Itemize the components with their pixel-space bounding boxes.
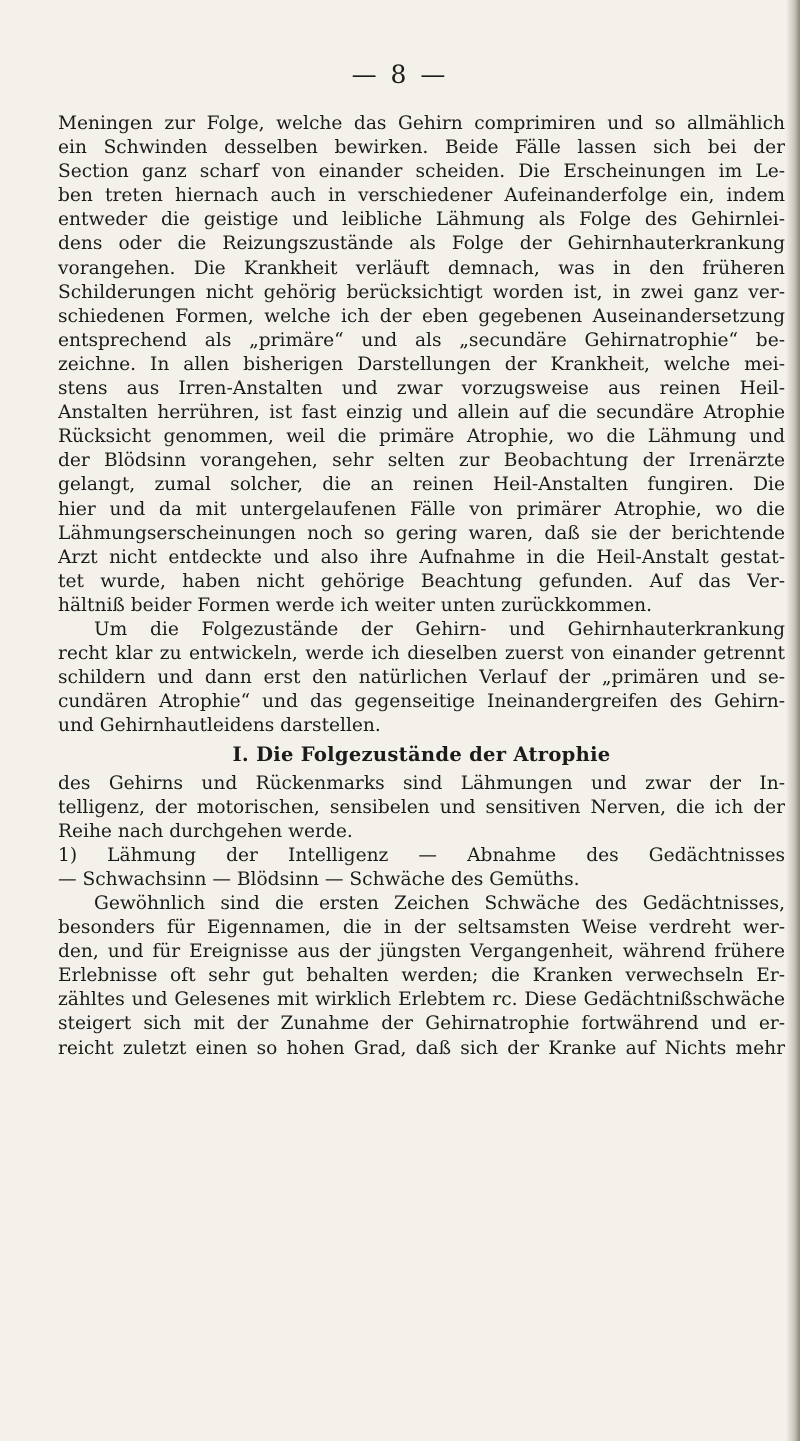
body-text	[58, 112, 785, 1061]
text-line: Rücksicht genommen, weil die primäre Atrophie, wo die Lähmung und	[58, 426, 785, 448]
text-line: cundären Atrophie“ und das gegenseitige Ineinandergreifen des Gehirn-	[58, 691, 785, 713]
text-line: steigert sich mit der Zunahme der Gehirnatrophie fortwährend und er-	[58, 1013, 785, 1035]
text-line: entweder die geistige und leibliche Lähmung als Folge des Gehirnlei-	[58, 209, 785, 231]
text-line: reicht zuletzt einen so hohen Grad, daß sich der Kranke auf Nichts mehr	[58, 1037, 785, 1059]
text-line: hältniß beider Formen werde ich weiter unten zurückkommen.	[58, 594, 653, 616]
text-line: tet wurde, haben nicht gehörige Beachtung gefunden. Auf das Ver-	[58, 570, 785, 592]
text-line: hier und da mit untergelaufenen Fälle von primärer Atrophie, wo die	[58, 498, 785, 520]
text-line: recht klar zu entwickeln, werde ich dieselben zuerst von einander getrennt	[58, 643, 785, 665]
text-line: Lähmungserscheinungen noch so gering waren, daß sie der berichtende	[58, 522, 785, 544]
section-heading: I. Die Folgezustände der Atrophie	[232, 743, 611, 767]
text-line: vorangehen. Die Krankheit verläuft demnach, was in den früheren	[58, 257, 785, 279]
text-line: Reihe nach durchgehen werde.	[58, 820, 353, 842]
text-line: ein Schwinden desselben bewirken. Beide Fälle lassen sich bei der	[58, 137, 785, 159]
text-line: stens aus Irren-Anstalten und zwar vorzugsweise aus reinen Heil-	[58, 378, 785, 400]
text-line: Gewöhnlich sind die ersten Zeichen Schwäche des Gedächtnisses,	[94, 893, 785, 914]
text-line: ben treten hiernach auch in verschiedener Aufeinanderfolge ein, indem	[58, 185, 785, 207]
text-line: entsprechend als „primäre“ und als „secundäre Gehirnatrophie“ be-	[58, 329, 785, 351]
page-number: — 8 —	[351, 60, 449, 89]
section-paragraph	[58, 772, 785, 844]
paragraph-1	[58, 112, 785, 618]
text-line: Erlebnisse oft sehr gut behalten werden; die Kranken verwechseln Er-	[58, 965, 785, 987]
page-edge-shadow	[786, 0, 800, 1441]
text-line: schiedenen Formen, welche ich der eben gegebenen Auseinandersetzung	[58, 305, 785, 327]
paragraph-2	[58, 618, 785, 738]
text-line: gelangt, zumal solcher, die an reinen Heil-Anstalten fungiren. Die	[58, 474, 785, 496]
text-line: der Blödsinn vorangehen, sehr selten zur Beobachtung der Irrenärzte	[58, 450, 785, 472]
text-line: besonders für Eigennamen, die in der seltsamsten Weise verdreht wer-	[58, 917, 785, 939]
text-line: des Gehirns und Rückenmarks sind Lähmungen und zwar der In-	[58, 772, 785, 794]
text-line: Anstalten herrühren, ist fast einzig und allein auf die secundäre Atrophie	[58, 402, 785, 424]
text-line: Meningen zur Folge, welche das Gehirn comprimiren und so allmählich	[58, 113, 785, 134]
text-line: Schilderungen nicht gehörig berücksichtigt worden ist, in zwei ganz ver-	[58, 281, 785, 303]
text-line: zeichne. In allen bisherigen Darstellungen der Krankheit, welche mei-	[58, 353, 785, 375]
item-title-line: — Schwachsinn — Blödsinn — Schwäche des Gemüths.	[58, 868, 580, 890]
text-line: dens oder die Reizungszustände als Folge der Gehirnhauterkrankung	[58, 233, 785, 255]
text-line: Arzt nicht entdeckte und also ihre Aufnahme in die Heil-Anstalt gestat-	[58, 546, 785, 568]
item-title-line: 1) Lähmung der Intelligenz — Abnahme des Gedächtnisses	[58, 844, 785, 866]
text-line: zähltes und Gelesenes mit wirklich Erlebtem rc. Diese Gedächtnißschwäche	[58, 989, 785, 1011]
text-line: den, und für Ereignisse aus der jüngsten Vergangenheit, während frühere	[58, 941, 785, 963]
text-line: Um die Folgezustände der Gehirn- und Gehirnhauterkrankung	[94, 618, 785, 640]
text-line: Section ganz scharf von einander scheiden. Die Erscheinungen im Le-	[58, 161, 785, 183]
text-line: und Gehirnhautleidens darstellen.	[58, 715, 381, 737]
numbered-item-1	[58, 844, 785, 1061]
text-line: telligenz, der motorischen, sensibelen und sensitiven Nerven, die ich der	[58, 796, 785, 818]
text-line: schildern und dann erst den natürlichen Verlauf der „primären und se-	[58, 667, 785, 689]
